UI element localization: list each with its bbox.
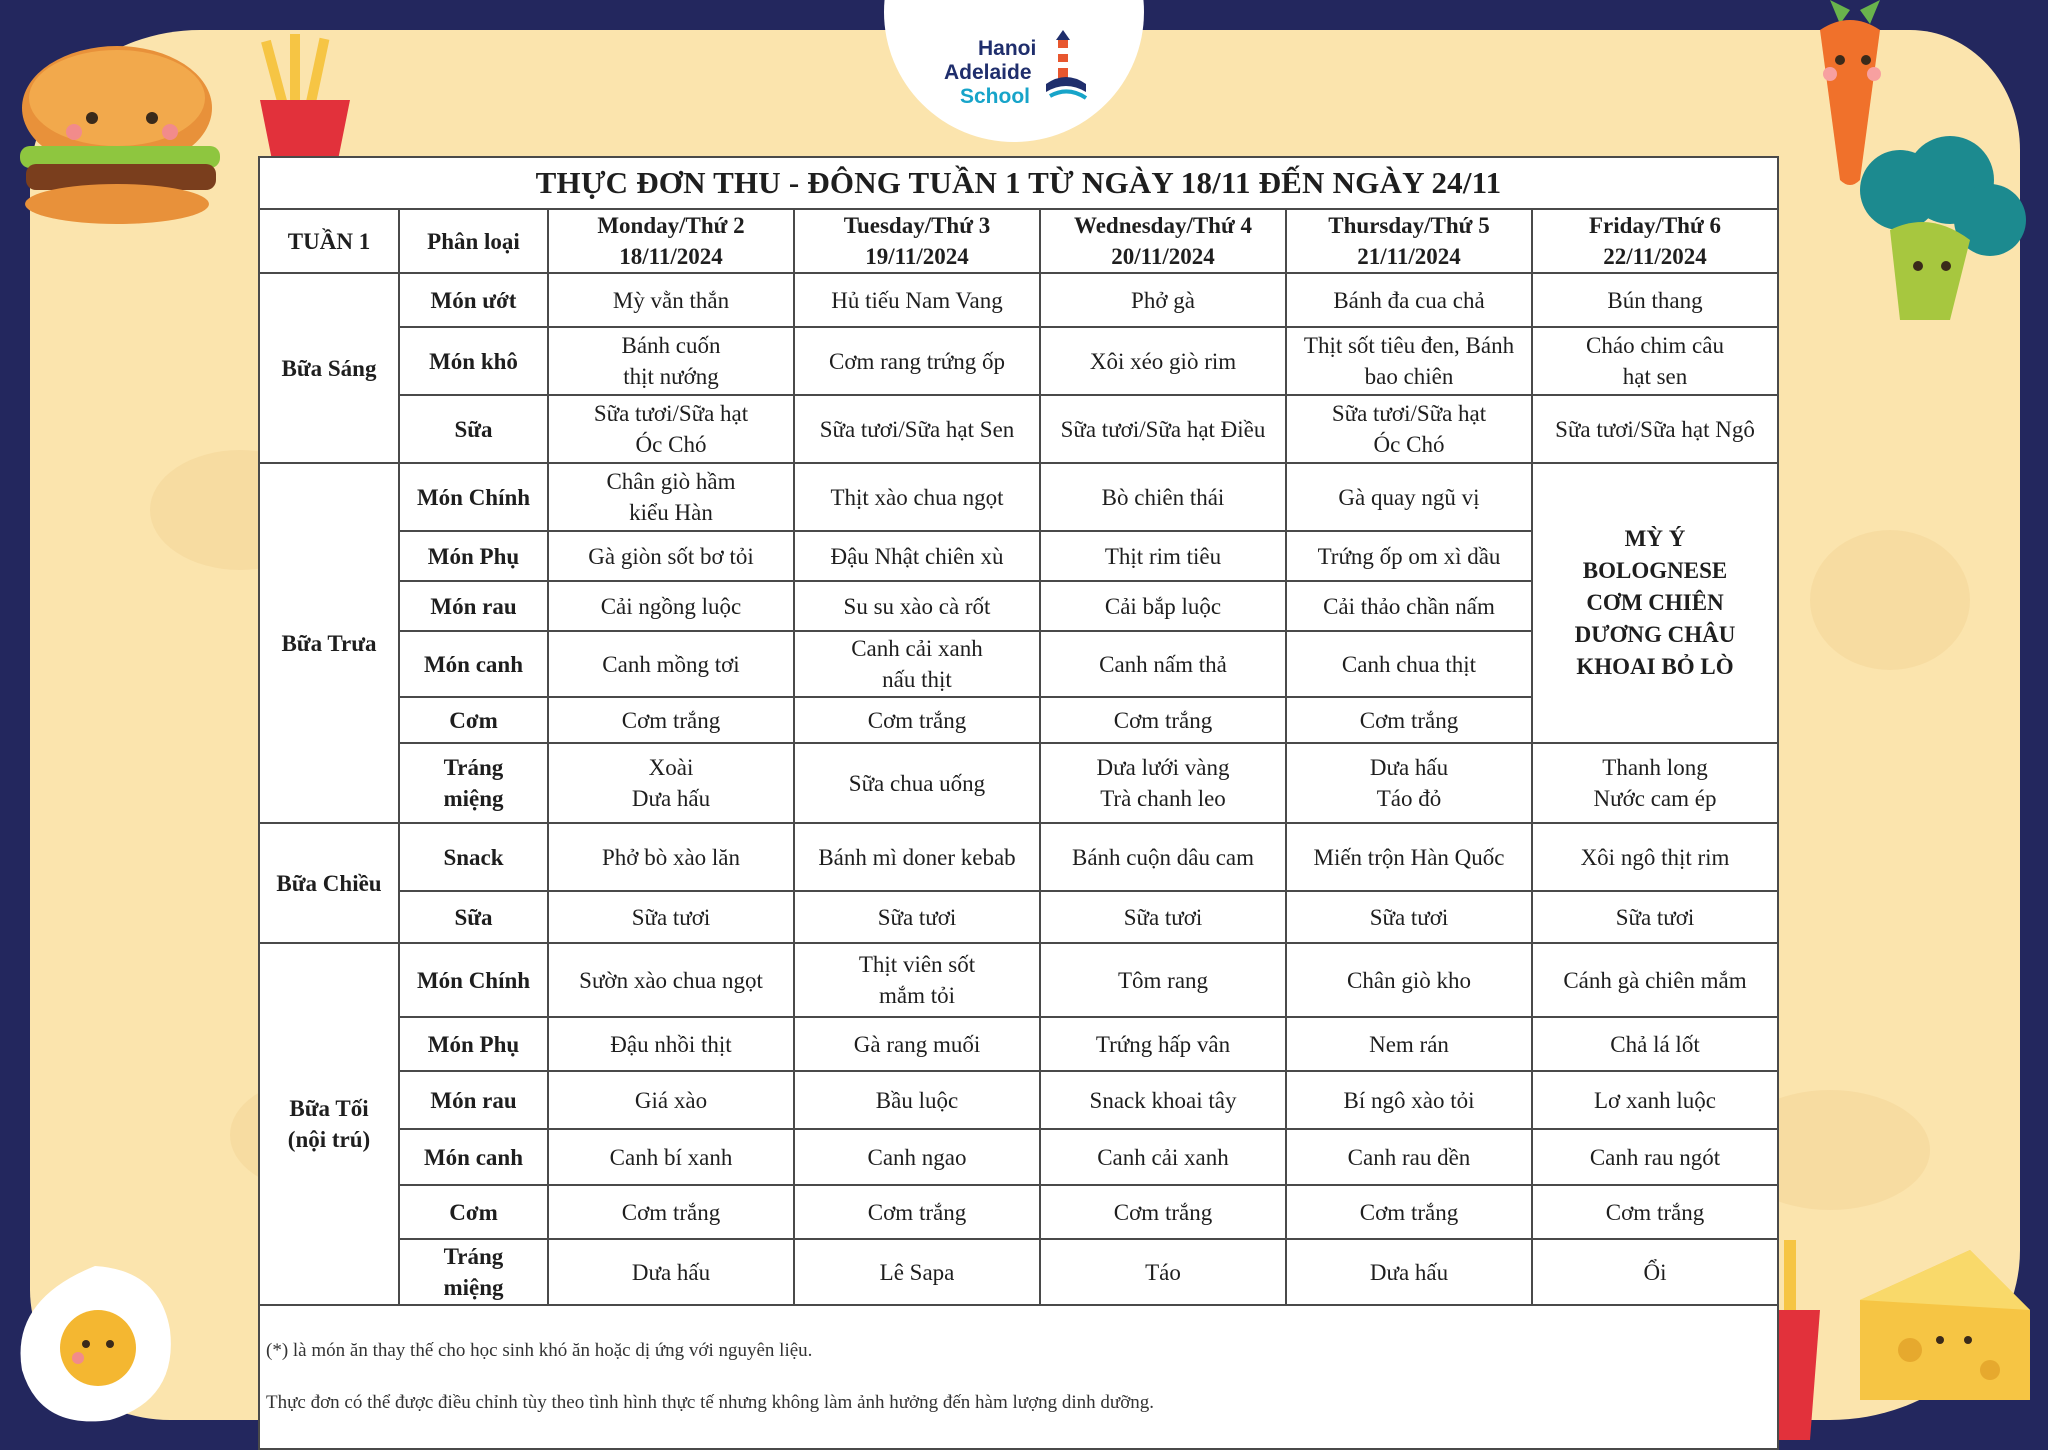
menu-cell: Lơ xanh luộc: [1532, 1071, 1778, 1129]
broccoli-icon: [1840, 130, 2030, 330]
category-cell: Sữa: [399, 891, 548, 943]
day-name: Tuesday/Thứ 3: [843, 213, 991, 238]
menu-cell: Canh mồng tơi: [548, 631, 794, 697]
menu-cell: Cơm trắng: [1040, 1185, 1286, 1239]
menu-title: THỰC ĐƠN THU - ĐÔNG TUẦN 1 TỪ NGÀY 18/11 ĐẾN NGÀY 24/11: [259, 157, 1778, 209]
menu-cell: Bánh cuộn dâu cam: [1040, 823, 1286, 891]
menu-cell: Tôm rang: [1040, 943, 1286, 1017]
day-header-friday: [1532, 209, 1778, 273]
menu-cell: Canh bí xanh: [548, 1129, 794, 1185]
menu-cell: Cơm trắng: [794, 697, 1040, 743]
menu-cell: Trứng ốp om xì dầu: [1286, 531, 1532, 581]
menu-cell: Miến trộn Hàn Quốc: [1286, 823, 1532, 891]
cheese-icon: [1850, 1240, 2040, 1410]
menu-cell: Phở gà: [1040, 273, 1286, 327]
menu-cell: Thịt rim tiêu: [1040, 531, 1286, 581]
menu-cell: Su su xào cà rốt: [794, 581, 1040, 631]
week-label: TUẦN 1: [259, 209, 399, 273]
menu-cell: Dưa lưới vàng Trà chanh leo: [1040, 743, 1286, 823]
category-cell: Cơm: [399, 697, 548, 743]
category-cell: Tráng miệng: [399, 743, 548, 823]
menu-cell: Sườn xào chua ngọt: [548, 943, 794, 1017]
table-row: [259, 1185, 1778, 1239]
menu-cell: Cơm trắng: [1532, 1185, 1778, 1239]
menu-cell: Bánh đa cua chả: [1286, 273, 1532, 327]
menu-cell: Cải thảo chần nấm: [1286, 581, 1532, 631]
menu-cell: Thanh long Nước cam ép: [1532, 743, 1778, 823]
meal-dinner: Bữa Tối (nội trú): [259, 943, 399, 1305]
menu-cell: Sữa chua uống: [794, 743, 1040, 823]
menu-cell: Sữa tươi/Sữa hạt Ngô: [1532, 395, 1778, 463]
table-row: [259, 1071, 1778, 1129]
menu-cell: Cơm trắng: [794, 1185, 1040, 1239]
menu-cell: Mỳ vằn thắn: [548, 273, 794, 327]
table-row: [259, 273, 1778, 327]
day-name: Thursday/Thứ 5: [1328, 213, 1490, 238]
menu-cell: Trứng hấp vân: [1040, 1017, 1286, 1071]
menu-cell: Cải ngồng luộc: [548, 581, 794, 631]
menu-cell: Cơm trắng: [1286, 697, 1532, 743]
menu-cell: Snack khoai tây: [1040, 1071, 1286, 1129]
menu-cell: Lê Sapa: [794, 1239, 1040, 1305]
menu-cell: Gà giòn sốt bơ tỏi: [548, 531, 794, 581]
menu-cell: Sữa tươi/Sữa hạt Óc Chó: [1286, 395, 1532, 463]
menu-cell: Cơm trắng: [1286, 1185, 1532, 1239]
category-cell: Tráng miệng: [399, 1239, 548, 1305]
table-row: [259, 463, 1778, 531]
day-header-thursday: [1286, 209, 1532, 273]
day-date: 22/11/2024: [1603, 244, 1707, 269]
menu-cell: Canh nấm thả: [1040, 631, 1286, 697]
menu-cell: Dưa hấu: [548, 1239, 794, 1305]
menu-cell: Đậu Nhật chiên xù: [794, 531, 1040, 581]
menu-cell: Phở bò xào lăn: [548, 823, 794, 891]
table-row: [259, 743, 1778, 823]
logo-text-school: School: [960, 85, 1031, 108]
day-name: Friday/Thứ 6: [1589, 213, 1722, 238]
menu-cell: Canh cải xanh nấu thịt: [794, 631, 1040, 697]
category-cell: Món rau: [399, 1071, 548, 1129]
day-date: 19/11/2024: [865, 244, 969, 269]
menu-cell: Cơm rang trứng ốp: [794, 327, 1040, 395]
menu-cell: Thịt sốt tiêu đen, Bánh bao chiên: [1286, 327, 1532, 395]
menu-cell: Bí ngô xào tỏi: [1286, 1071, 1532, 1129]
meal-lunch: Bữa Trưa: [259, 463, 399, 823]
menu-cell: Xoài Dưa hấu: [548, 743, 794, 823]
category-cell: Món Phụ: [399, 1017, 548, 1071]
menu-notes: [259, 1305, 1778, 1449]
menu-cell: Bò chiên thái: [1040, 463, 1286, 531]
menu-cell: Sữa tươi: [548, 891, 794, 943]
category-cell: Món rau: [399, 581, 548, 631]
menu-cell: Chân giò hầm kiểu Hàn: [548, 463, 794, 531]
friday-lunch-special: MỲ Ý BOLOGNESE CƠM CHIÊN DƯƠNG CHÂU KHOAI BỎ LÒ: [1532, 463, 1778, 743]
meal-breakfast: Bữa Sáng: [259, 273, 399, 463]
menu-cell: Canh chua thịt: [1286, 631, 1532, 697]
table-row: [259, 823, 1778, 891]
menu-cell: Sữa tươi: [1286, 891, 1532, 943]
table-row: [259, 1129, 1778, 1185]
day-name: Monday/Thứ 2: [597, 213, 745, 238]
weekly-menu-table: [258, 156, 1779, 1450]
category-cell: Món Phụ: [399, 531, 548, 581]
table-row: [259, 1239, 1778, 1305]
menu-cell: Thịt viên sốt mắm tỏi: [794, 943, 1040, 1017]
day-header-wednesday: [1040, 209, 1286, 273]
fried-egg-icon: [10, 1260, 180, 1430]
menu-cell: Canh rau dền: [1286, 1129, 1532, 1185]
menu-cell: Canh rau ngót: [1532, 1129, 1778, 1185]
category-cell: Món Chính: [399, 463, 548, 531]
menu-cell: Bún thang: [1532, 273, 1778, 327]
burger-icon: [12, 28, 232, 228]
table-row: [259, 891, 1778, 943]
category-cell: Món khô: [399, 327, 548, 395]
menu-cell: Bánh mì doner kebab: [794, 823, 1040, 891]
meal-afternoon: Bữa Chiều: [259, 823, 399, 943]
menu-cell: Sữa tươi/Sữa hạt Óc Chó: [548, 395, 794, 463]
category-cell: Món canh: [399, 631, 548, 697]
menu-cell: Cải bắp luộc: [1040, 581, 1286, 631]
menu-cell: Cơm trắng: [1040, 697, 1286, 743]
menu-cell: Sữa tươi/Sữa hạt Sen: [794, 395, 1040, 463]
menu-cell: Sữa tươi/Sữa hạt Điều: [1040, 395, 1286, 463]
day-name: Wednesday/Thứ 4: [1073, 213, 1253, 238]
logo-text-hanoi: Hanoi: [978, 37, 1037, 60]
menu-cell: Thịt xào chua ngọt: [794, 463, 1040, 531]
day-header-monday: [548, 209, 794, 273]
menu-cell: Bầu luộc: [794, 1071, 1040, 1129]
menu-cell: Chân giò kho: [1286, 943, 1532, 1017]
logo-text-adelaide: Adelaide: [944, 61, 1032, 84]
day-date: 18/11/2024: [619, 244, 723, 269]
category-cell: Món canh: [399, 1129, 548, 1185]
menu-cell: Nem rán: [1286, 1017, 1532, 1071]
menu-cell: Cơm trắng: [548, 1185, 794, 1239]
menu-cell: Ổi: [1532, 1239, 1778, 1305]
notes-row: [259, 1305, 1778, 1449]
day-date: 21/11/2024: [1357, 244, 1461, 269]
menu-cell: Canh cải xanh: [1040, 1129, 1286, 1185]
menu-cell: Sữa tươi: [794, 891, 1040, 943]
table-row: [259, 1017, 1778, 1071]
category-cell: Món Chính: [399, 943, 548, 1017]
note-line: Thực đơn có thể được điều chỉnh tùy theo tình hình thực tế nhưng không làm ảnh hưởng đến hàm lượng dinh dưỡng.: [266, 1392, 1154, 1413]
menu-cell: Dưa hấu: [1286, 1239, 1532, 1305]
category-cell: Cơm: [399, 1185, 548, 1239]
lighthouse-icon: [1044, 26, 1088, 110]
menu-cell: Bánh cuốn thịt nướng: [548, 327, 794, 395]
day-header-tuesday: [794, 209, 1040, 273]
category-cell: Snack: [399, 823, 548, 891]
menu-cell: Cánh gà chiên mắm: [1532, 943, 1778, 1017]
menu-cell: Gà quay ngũ vị: [1286, 463, 1532, 531]
menu-cell: Dưa hấu Táo đỏ: [1286, 743, 1532, 823]
day-date: 20/11/2024: [1111, 244, 1215, 269]
table-row: [259, 943, 1778, 1017]
table-row: [259, 395, 1778, 463]
table-row: [259, 327, 1778, 395]
menu-cell: Chả lá lốt: [1532, 1017, 1778, 1071]
menu-cell: Sữa tươi: [1040, 891, 1286, 943]
menu-cell: Sữa tươi: [1532, 891, 1778, 943]
menu-cell: Canh ngao: [794, 1129, 1040, 1185]
menu-cell: Đậu nhồi thịt: [548, 1017, 794, 1071]
menu-cell: Xôi xéo giò rim: [1040, 327, 1286, 395]
menu-cell: Cháo chim câu hạt sen: [1532, 327, 1778, 395]
category-header: Phân loại: [399, 209, 548, 273]
menu-cell: Táo: [1040, 1239, 1286, 1305]
menu-cell: Giá xào: [548, 1071, 794, 1129]
category-cell: Sữa: [399, 395, 548, 463]
menu-cell: Xôi ngô thịt rim: [1532, 823, 1778, 891]
note-line: (*) là món ăn thay thế cho học sinh khó ăn hoặc dị ứng với nguyên liệu.: [266, 1340, 813, 1361]
fries-icon: [240, 30, 370, 160]
category-cell: Món ướt: [399, 273, 548, 327]
menu-cell: Hủ tiếu Nam Vang: [794, 273, 1040, 327]
header-row: [259, 209, 1778, 273]
menu-cell: Gà rang muối: [794, 1017, 1040, 1071]
menu-cell: Cơm trắng: [548, 697, 794, 743]
